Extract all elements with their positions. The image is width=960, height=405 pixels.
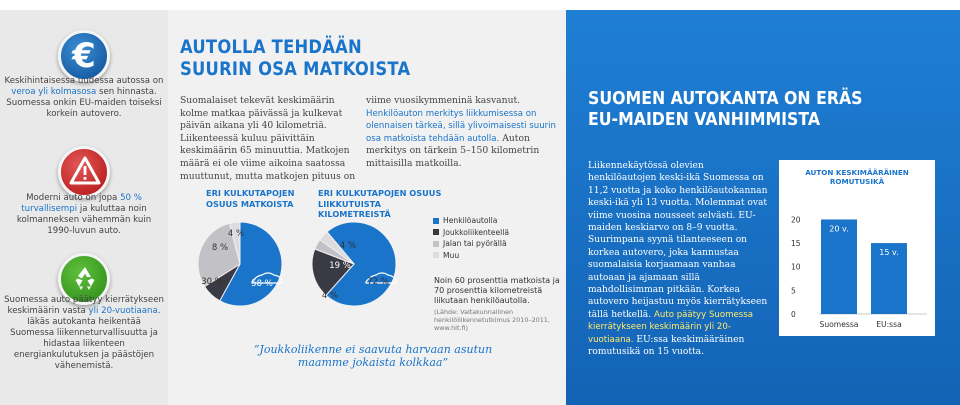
pie1-label-2: 8 %: [211, 243, 229, 253]
bar-2-value-label: 15 v.: [879, 248, 899, 258]
legend-label: Joukkoliikenteellä: [443, 227, 510, 237]
chart-note: Noin 60 prosenttia matkoista ja 70 prosenttia kilometreistä liikutaan henkilöautolla.: [434, 276, 560, 305]
safety-fact-post: ja kuluttaa noin kolmanneksen vähemmän kuin 1990-luvun auto.: [16, 204, 152, 236]
pie2-label-2: 19 %: [329, 261, 351, 271]
pie2-label-1: 72 %: [367, 277, 389, 287]
middle-paragraph-2-post: Auton merkitys on tärkein 5–150 kilometrin mittaisilla matkoilla.: [366, 132, 540, 169]
pie1-label-3: 30 %: [201, 277, 223, 287]
pie1-label-1: 58 %: [251, 279, 273, 289]
safety-fact-highlight: 50 % turvallisempi: [21, 193, 142, 214]
pie2-label-3: 4 %: [321, 291, 339, 301]
right-paragraph-post: EU:ssa keskimääräinen romutusikä on 15 vuotta.: [588, 334, 745, 358]
pie-charts: [168, 210, 428, 350]
right-panel: [566, 10, 960, 405]
recycling-fact-pre: Suomessa auto päätyy kierrätykseen keskimäärin vasta: [4, 295, 164, 316]
chart-legend: [433, 215, 563, 261]
middle-title-line2: SUURIN OSA MATKOISTA: [180, 58, 411, 80]
middle-title: [180, 36, 410, 80]
middle-section: [168, 10, 566, 405]
legend-item-3: [433, 238, 563, 250]
chart2-title: ERI KULKUTAPOJEN OSUUS LIIKKUTUISTA KILOMETREISTÄ: [318, 188, 442, 219]
euro-glyph: €: [72, 36, 96, 76]
pie1-label-4: 4 %: [227, 229, 245, 239]
middle-paragraph-2-highlight: Henkilöauton merkitys liikkumisessa on olennaisen tärkeä, sillä ylivoimaisesti suurin osa matkoista tehdään autolla.: [366, 108, 557, 144]
bar-chart: [779, 160, 935, 336]
bar-1-category-label: Suomessa: [819, 320, 859, 329]
middle-title-line1: AUTOLLA TEHDÄÄN: [180, 36, 362, 58]
right-paragraph: [588, 160, 768, 359]
bar-1-value-label: 20 v.: [829, 224, 849, 234]
left-sidebar: [0, 10, 168, 405]
middle-paragraph-2-pre: viime vuosikymmeninä kasvanut.: [366, 95, 521, 106]
pull-quote: ”Joukkoliikenne ei saavuta harvaan asutun maamme jokaista kolkkaa”: [253, 343, 493, 369]
scrap-age-chart-card: [779, 160, 935, 336]
legend-swatch: [433, 229, 439, 235]
legend-label: Jalan tai pyörällä: [443, 239, 507, 249]
tax-fact-highlight: veroa yli kolmasosa: [11, 87, 97, 97]
bar-ytick-label: 15: [791, 239, 801, 249]
recycling-fact-text: [4, 295, 164, 372]
euro-icon: [58, 30, 110, 82]
legend-label: Muu: [443, 250, 460, 260]
bar-2-category-label: EU:ssa: [876, 320, 902, 329]
recycling-fact-post: . Iäkäs autokanta heikentää Suomessa liikenneturvallisuutta ja hidastaa liikenteen energiankulutuksen ja päästöjen vähenemistä.: [10, 306, 161, 371]
pie2-label-4: 4 %: [339, 241, 357, 251]
safety-fact-pre: Moderni auto on jopa: [26, 193, 121, 203]
bar-chart-title: AUTON KESKIMÄÄRÄINEN ROMUTUSIKÄ: [805, 168, 909, 186]
legend-label: Henkilöautolla: [443, 216, 498, 226]
tax-fact-post: sen hinnasta. Suomessa onkin EU-maiden toiseksi korkein autovero.: [6, 87, 162, 119]
legend-swatch: [433, 252, 439, 258]
right-title: [588, 89, 863, 131]
tax-fact-text: [4, 76, 164, 120]
bar-1: [821, 219, 857, 314]
warning-icon: [58, 146, 110, 198]
tax-fact-pre: Keskihintaisessa uudessa autossa on: [4, 76, 164, 86]
middle-paragraph-1: Suomalaiset tekevät keskimäärin kolme matkaa päivässä ja kulkevat päivän aikana yli 40 kilometriä. Liikenteessä kuluu päivittäin keskimäärin 65 minuuttia. Matkojen määrä ei ole viime aikoina saatossa muuttunut, mutta matkojen pituus on: [180, 95, 356, 182]
legend-swatch: [433, 218, 439, 224]
bar-ytick-label: 5: [791, 286, 796, 296]
right-paragraph-highlight: Auto päätyy Suomessa kierrätykseen keskimäärin yli 20-vuotiaana.: [588, 309, 753, 345]
legend-item-2: [433, 227, 563, 239]
legend-swatch: [433, 241, 439, 247]
legend-item-4: [433, 250, 563, 262]
bar-ytick-label: 0: [791, 310, 796, 319]
chart1-title: ERI KULKUTAPOJEN OSUUS MATKOISTA: [206, 188, 295, 209]
legend-item-1: [433, 215, 563, 227]
chart-source: (Lähde: Valtakunnallinen henkilöliikennetutkimus 2010–2011, www.hlt.fi): [434, 308, 550, 332]
right-title-line1: SUOMEN AUTOKANTA ON ERÄS: [588, 89, 863, 109]
right-paragraph-pre: Liikennekäytössä olevien henkilöautojen keski-ikä Suomessa on 11,2 vuotta ja koko henkilöautokannan keski-ikä yli 13 vuotta. Molemmat ovat viime vuosina nousseet selvästi. EU-maiden keskiarvo on 8–9 vuotta. Suurimpana syynä tilanteeseen on korkea autovero, joka kannustaa suomalaisia korjaamaan vanhaa autoaan ja ajamaan sillä mahdollisimman pitkään. Korkea autovero heijastuu myös kierrätykseen tällä hetkellä.: [588, 161, 768, 320]
middle-paragraph-2: [366, 95, 560, 171]
safety-fact-text: [4, 193, 164, 237]
bar-ytick-label: 10: [791, 262, 801, 272]
recycling-fact-highlight: yli 20-vuotiaana: [88, 306, 158, 316]
bar-ytick-label: 20: [791, 215, 801, 225]
right-title-line2: EU-MAIDEN VANHIMMISTA: [588, 110, 821, 130]
